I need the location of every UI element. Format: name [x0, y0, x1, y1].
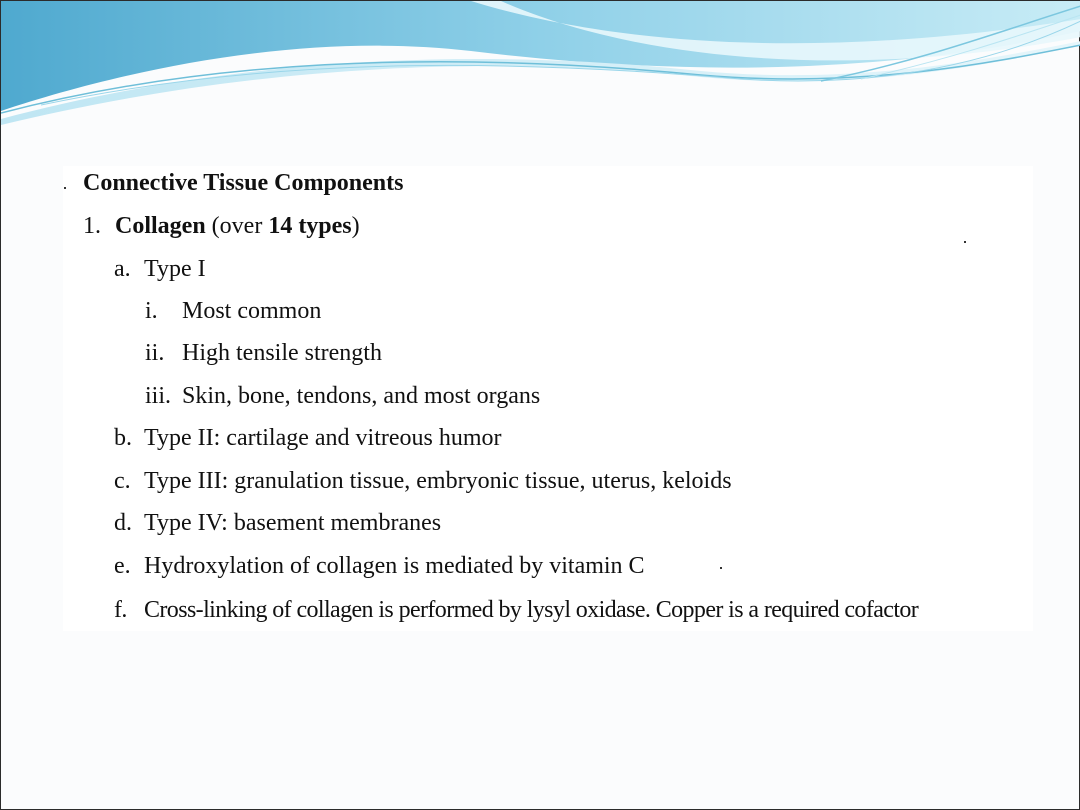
speck: [64, 187, 66, 189]
list-item-i: [145, 296, 321, 326]
list-item-b: [114, 423, 502, 453]
item-text: High tensile strength: [182, 340, 382, 366]
list-marker: iii.: [145, 383, 172, 409]
list-marker: i.: [145, 298, 158, 324]
list-marker: f.: [114, 597, 127, 623]
list-marker: c.: [114, 468, 131, 494]
list-item-1: [83, 211, 360, 241]
header-swoosh-decoration: [1, 1, 1080, 141]
item-text: Cross-linking of collagen is performed by lysyl oxidase. Copper is a required cofactor: [144, 597, 919, 623]
list-marker: e.: [114, 553, 131, 579]
speck: [964, 241, 966, 243]
item-text-plain: (over: [205, 213, 269, 239]
list-marker: b.: [114, 425, 132, 451]
item-text: Most common: [182, 298, 322, 324]
speck: [720, 567, 722, 569]
item-text-collagen: Collagen: [115, 213, 206, 239]
item-text-types: 14 types: [268, 213, 352, 239]
list-marker: a.: [114, 256, 131, 282]
list-item-ii: [145, 338, 382, 368]
list-item-a: [114, 254, 206, 284]
list-marker: 1.: [83, 213, 101, 239]
item-text: Type II: cartilage and vitreous humor: [144, 425, 502, 451]
list-marker: ii.: [145, 340, 165, 366]
list-item-c: [114, 466, 732, 496]
slide-heading: Connective Tissue Components: [83, 170, 404, 196]
list-item-d: [114, 508, 441, 538]
list-item-f: [114, 595, 918, 625]
item-text: Type I: [144, 256, 206, 282]
list-item-e: [114, 551, 645, 581]
item-text-end: ): [351, 213, 360, 239]
item-text: Skin, bone, tendons, and most organs: [182, 383, 541, 409]
list-marker: d.: [114, 510, 132, 536]
list-item-iii: [145, 381, 540, 411]
item-text: Type III: granulation tissue, embryonic tissue, uterus, keloids: [144, 468, 732, 494]
item-text: Type IV: basement membranes: [144, 510, 442, 536]
item-text: Hydroxylation of collagen is mediated by vitamin C: [144, 553, 645, 579]
